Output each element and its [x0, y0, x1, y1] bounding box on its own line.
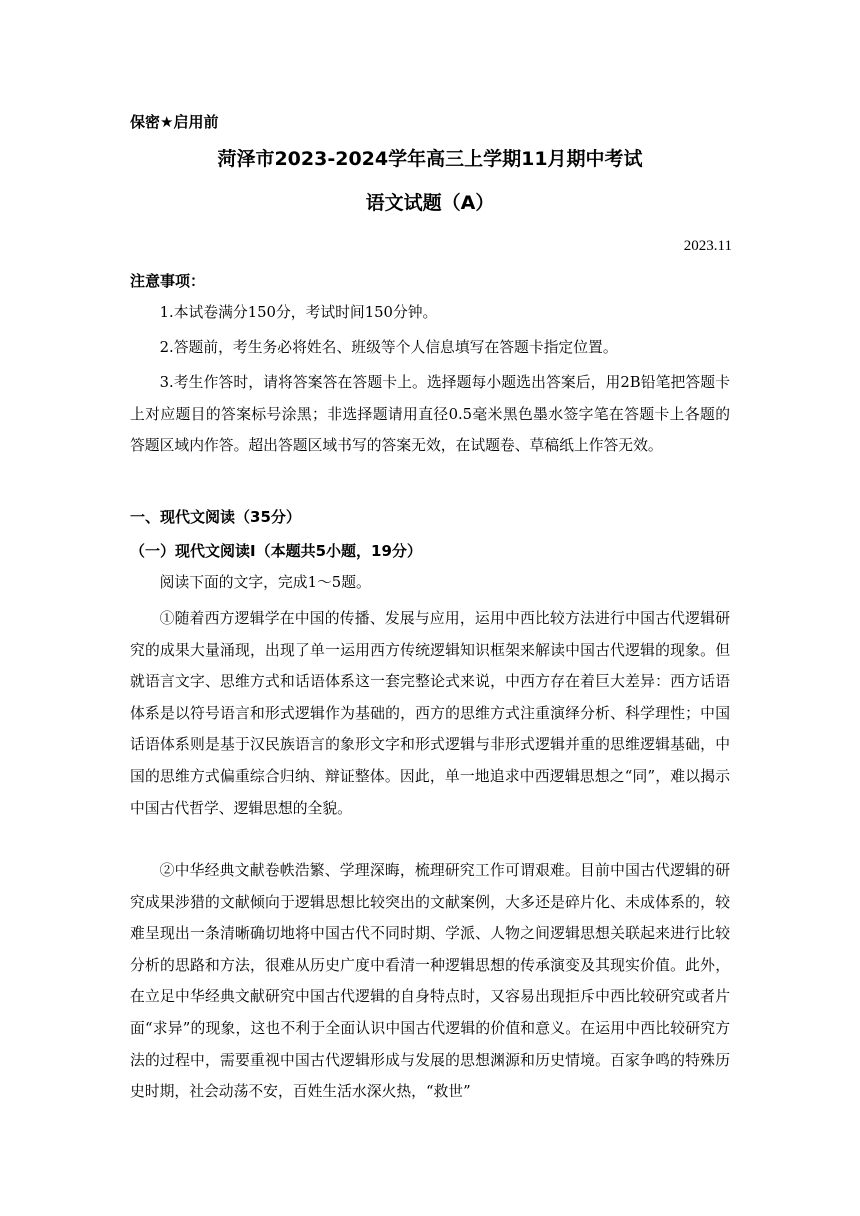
section-heading: 一、现代文阅读（35分） [130, 508, 301, 526]
passage-paragraph: ②中华经典文献卷帙浩繁、学理深晦，梳理研究工作可谓艰难。目前中国古代逻辑的研究成果涉猎的文献倾向于逻辑思想比较突出的文献案例，大多还是碎片化、未成体系的，较难呈现出一条清晰确切地将中国古代不同时期、学派、人物之间逻辑思想关联起来进行比较分析的思路和方法，很难从历史广度中看清一种逻辑思想的传承演变及其现实价值。此外，在立足中华经典文献研究中国古代逻辑的自身特点时，又容易出现拒斥中西比较研究或者片面“求异”的现象，这也不利于全面认识中国古代逻辑的价值和意义。在运用中西比较研究方法的过程中，需要重视中国古代逻辑形成与发展的思想渊源和历史情境。百家争鸣的特殊历史时期，社会动荡不安，百姓生活水深火热，“救世” [130, 862, 730, 1101]
exam-subtitle: 语文试题（A） [365, 192, 495, 214]
notice-heading: 注意事项： [130, 272, 206, 290]
exam-date: 2023.11 [683, 238, 732, 254]
reading-instruction: 阅读下面的文字，完成1～5题。 [159, 574, 371, 591]
notice-item: 2.答题前，考生务必将姓名、班级等个人信息填写在答题卡指定位置。 [159, 339, 618, 356]
passage-paragraph: ①随着西方逻辑学在中国的传播、发展与应用，运用中西比较方法进行中国古代逻辑研究的成果大量涌现，出现了单一运用西方传统逻辑知识框架来解读中国古代逻辑的现象。但就语言文字、思维方式和话语体系这一套完整论式来说，中西方存在着巨大差异：西方话语体系是以符号语言和形式逻辑作为基础的，西方的思维方式注重演绎分析、科学理性；中国话语体系则是基于汉民族语言的象形文字和形式逻辑与非形式逻辑并重的思维逻辑基础，中国的思维方式偏重综合归纳、辩证整体。因此，单一地追求中西逻辑思想之“同”，难以揭示中国古代哲学、逻辑思想的全貌。 [130, 610, 730, 817]
part-heading: （一）现代文阅读Ⅰ（本题共5小题，19分） [130, 542, 422, 560]
notice-item: 3.考生作答时，请将答案答在答题卡上。选择题每小题选出答案后，用2B铅笔把答题卡上对应题目的答案标号涂黑；非选择题请用直径0.5毫米黑色墨水签字笔在答题卡上各题的答题区域内作答。超出答题区域书写的答案无效，在试题卷、草稿纸上作答无效。 [130, 374, 730, 455]
notice-item: 1.本试卷满分150分，考试时间150分钟。 [159, 304, 438, 321]
exam-title: 菏泽市2023-2024学年高三上学期11月期中考试 [217, 148, 643, 170]
confidential-label: 保密★启用前 [130, 113, 219, 131]
